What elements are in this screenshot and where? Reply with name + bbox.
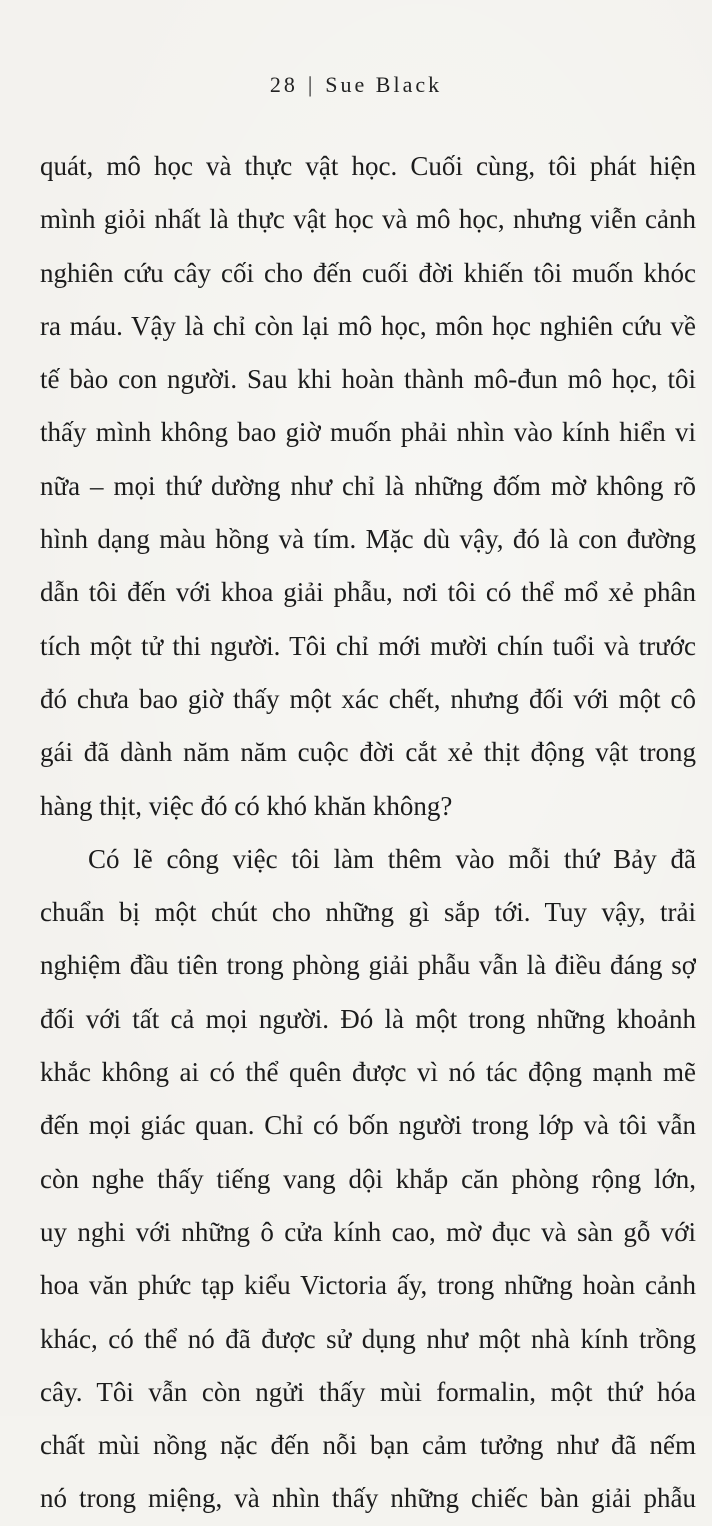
text-line: chất mùi nồng nặc đến nỗi bạn cảm tưởng như đã nếm <box>40 1430 696 1461</box>
text-line: còn nghe thấy tiếng vang dội khắp căn phòng rộng lớn, <box>40 1163 696 1194</box>
paragraph-last-line: hàng thịt, việc đó có khó khăn không? <box>40 790 453 821</box>
text-line: mình giỏi nhất là thực vật học và mô học, nhưng viễn cảnh <box>40 204 696 235</box>
text-line: nghiệm đầu tiên trong phòng giải phẫu vẫn là điều đáng sợ <box>40 950 696 981</box>
text-line: hình dạng màu hồng và tím. Mặc dù vậy, đó là con đường <box>40 524 696 555</box>
text-line: ra máu. Vậy là chỉ còn lại mô học, môn học nghiên cứu về <box>40 310 696 341</box>
text-line: gái đã dành năm năm cuộc đời cắt xẻ thịt động vật trong <box>40 737 696 768</box>
text-line: nó trong miệng, và nhìn thấy những chiếc bàn giải phẫu <box>40 1483 696 1514</box>
author-name: Sue Black <box>325 72 443 97</box>
running-head <box>0 72 712 98</box>
text-line: dẫn tôi đến với khoa giải phẫu, nơi tôi có thể mổ xẻ phân <box>40 577 696 608</box>
text-line: cây. Tôi vẫn còn ngửi thấy mùi formalin, một thứ hóa <box>40 1376 696 1407</box>
text-line: đến mọi giác quan. Chỉ có bốn người trong lớp và tôi vẫn <box>40 1110 696 1141</box>
text-line: tích một tử thi người. Tôi chỉ mới mười chín tuổi và trước <box>40 630 696 661</box>
text-line: quát, mô học và thực vật học. Cuối cùng, tôi phát hiện <box>40 151 696 181</box>
text-line: uy nghi với những ô cửa kính cao, mờ đục và sàn gỗ với <box>40 1216 696 1247</box>
header-separator: | <box>307 72 316 97</box>
text-line: hoa văn phức tạp kiểu Victoria ấy, trong những hoàn cảnh <box>40 1270 696 1301</box>
text-line: chuẩn bị một chút cho những gì sắp tới. Tuy vậy, trải <box>40 897 696 928</box>
text-line: nghiên cứu cây cối cho đến cuối đời khiến tôi muốn khóc <box>40 257 696 288</box>
text-line: thấy mình không bao giờ muốn phải nhìn vào kính hiển vi <box>40 417 696 448</box>
body-text <box>40 140 696 1526</box>
text-line: khác, có thể nó đã được sử dụng như một nhà kính trồng <box>40 1323 696 1354</box>
text-line: khắc không ai có thể quên được vì nó tác động mạnh mẽ <box>40 1057 696 1088</box>
text-line: đối với tất cả mọi người. Đó là một trong những khoảnh <box>40 1003 696 1034</box>
text-line: đó chưa bao giờ thấy một xác chết, nhưng đối với một cô <box>40 683 696 714</box>
text-line: tế bào con người. Sau khi hoàn thành mô-đun mô học, tôi <box>40 364 696 395</box>
paragraph-first-line: Có lẽ công việc tôi làm thêm vào mỗi thứ Bảy đã <box>88 843 696 874</box>
page-number: 28 <box>269 72 298 97</box>
text-line: nữa – mọi thứ dường như chỉ là những đốm mờ không rõ <box>40 470 696 501</box>
